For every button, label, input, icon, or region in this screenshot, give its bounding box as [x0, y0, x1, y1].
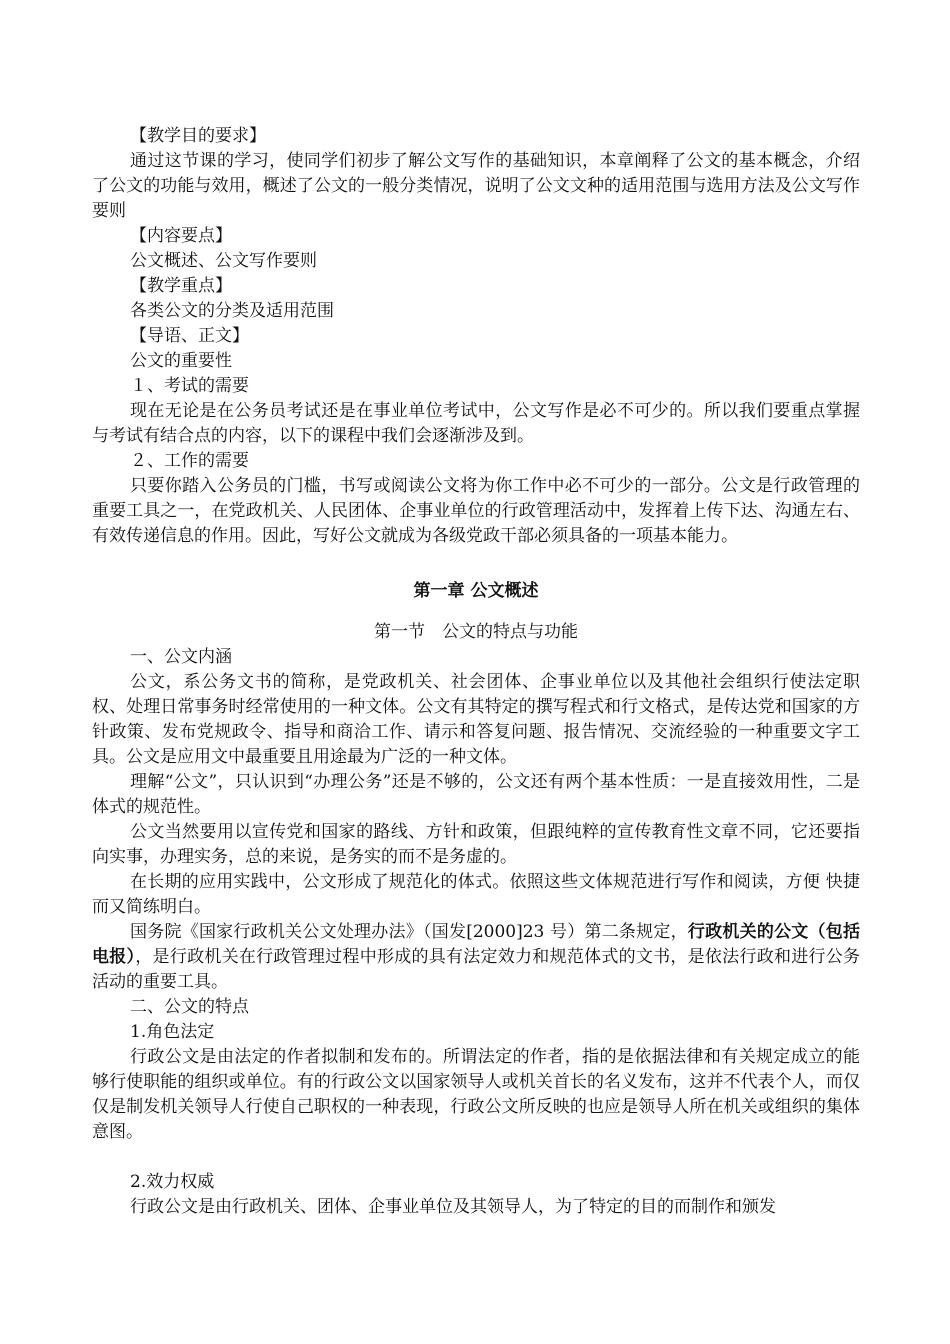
paragraph-definition: 公文，系公务文书的简称，是党政机关、社会团体、企事业单位以及其他社会组织行使法定职权、处理日常事务时经常使用的一种文体。公文有其特定的撰写程式和行文格式，是传达党和国家的方针政策、发布党规政令、指导和商洽工作、请示和答复问题、报告情况、交流经验的一种重要文字工具。公文是应用文中最重要且用途最为广泛的一种文体。: [92, 672, 860, 767]
intro-heading-lead: 【导语、正文】: [130, 326, 249, 346]
decree-bold: 行政机关的公文（包括电报）: [92, 922, 860, 967]
heading-authority: 2.效力权威: [130, 1172, 215, 1192]
intro-work-text: 只要你踏入公务员的门槛，书写或阅读公文将为你工作中必不可少的一部分。公文是行政管理的重要工具之一，在党政机关、人民团体、企事业单位的行政管理活动中，发挥着上传下达、沟通左右、有效传递信息的作用。因此，写好公文就成为各级党政干部必须具备的一项基本能力。: [92, 476, 860, 546]
intro-heading-goals: 【教学目的要求】: [130, 126, 266, 146]
intro-item-exam: １、考试的需要: [130, 376, 249, 396]
heading-connotation: 一、公文内涵: [130, 647, 232, 667]
document-page: [92, 124, 860, 1220]
intro-focus-text: 各类公文的分类及适用范围: [130, 301, 334, 321]
intro-item-work: ２、工作的需要: [130, 451, 249, 471]
intro-goals-text: 通过这节课的学习，使同学们初步了解公文写作的基础知识，本章阐释了公文的基本概念，介绍了公文的功能与效用，概述了公文的一般分类情况，说明了公文文种的适用范围与选用方法及公文写作要则: [92, 151, 860, 221]
paragraph-nature: 理解“公文”，只认识到“办理公务”还是不够的，公文还有两个基本性质：一是直接效用性，二是体式的规范性。: [92, 772, 860, 817]
decree-before: 国务院《国家行政机关公文处理办法》（国发[2000]23 号）第二条规定，: [130, 922, 688, 942]
intro-importance: 公文的重要性: [130, 351, 232, 371]
paragraph-role: 行政公文是由法定的作者拟制和发布的。所谓法定的作者，指的是依据法律和有关规定成立的能够行使职能的组织或单位。有的行政公文以国家领导人或机关首长的名义发布，这并不代表个人，而仅仅是制发机关领导人行使自己职权的一种表现，行政公文所反映的也应是领导人所在机关或组织的集体意图。: [92, 1047, 860, 1142]
section-title: 第一节 公文的特点与功能: [374, 622, 578, 642]
chapter-title: 第一章 公文概述: [413, 581, 539, 601]
decree-after: ，是行政机关在行政管理过程中形成的具有法定效力和规范体式的文书，是依法行政和进行公务活动的重要工具。: [92, 947, 861, 992]
heading-features: 二、公文的特点: [130, 997, 249, 1017]
paragraph-practical: 公文当然要用以宣传党和国家的路线、方针和政策，但跟纯粹的宣传教育性文章不同，它还要指向实事，办理实务，总的来说，是务实的而不是务虚的。: [92, 822, 860, 867]
paragraph-authority: 行政公文是由行政机关、团体、企事业单位及其领导人，为了特定的目的而制作和颁发: [130, 1197, 776, 1217]
intro-heading-points: 【内容要点】: [130, 226, 232, 246]
paragraph-decree: [92, 920, 860, 995]
blank-line: [92, 1145, 860, 1170]
intro-exam-text: 现在无论是在公务员考试还是在事业单位考试中，公文写作是必不可少的。所以我们要重点掌握与考试有结合点的内容，以下的课程中我们会逐渐涉及到。: [92, 401, 860, 446]
heading-role: 1.角色法定: [130, 1022, 215, 1042]
intro-points-text: 公文概述、公文写作要则: [130, 251, 317, 271]
paragraph-norms: 在长期的应用实践中，公文形成了规范化的体式。依照这些文体规范进行写作和阅读，方便 快捷而又简练明白。: [92, 872, 860, 917]
intro-heading-focus: 【教学重点】: [130, 276, 232, 296]
